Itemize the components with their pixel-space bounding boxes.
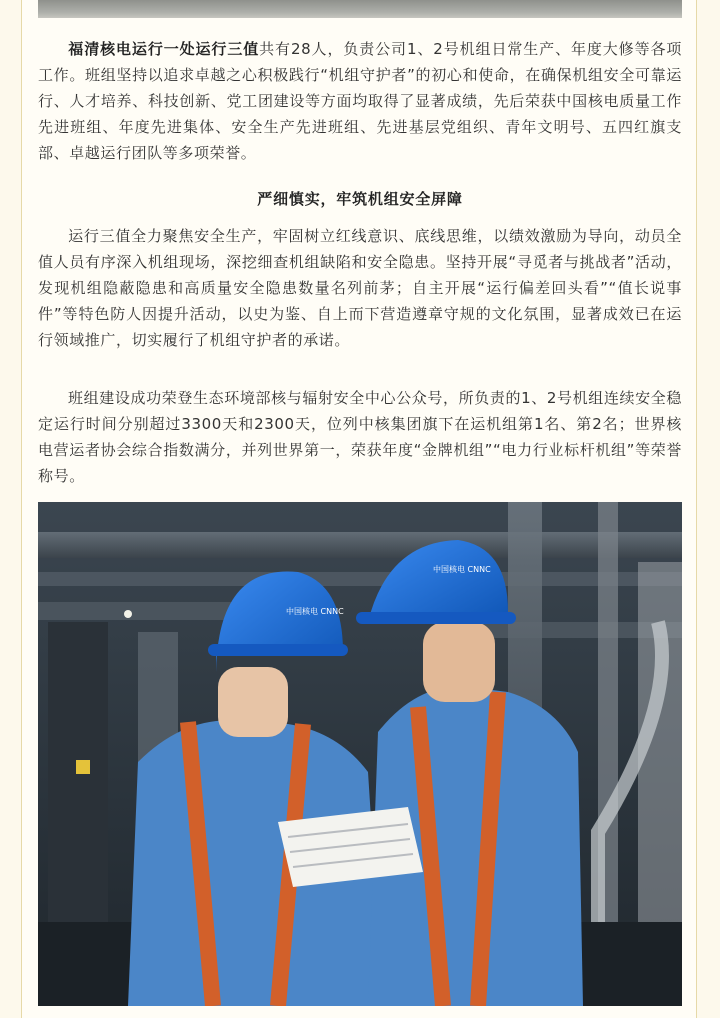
operators-photo <box>38 502 682 1006</box>
safety-paragraph <box>38 223 682 353</box>
achievement-paragraph-text: 班组建设成功荣登生态环境部核与辐射安全中心公众号，所负责的1、2号机组连续安全稳定运行时间分别超过3300天和2300天，位列中核集团旗下在运机组第1名、第2名；世界核电营运者协会综合指数满分，并列世界第一，荣获年度“金牌机组”“电力行业标杆机组”等荣誉称号。 <box>38 389 682 485</box>
operators-photo-illustration <box>38 502 682 1006</box>
right-helmet-logo: 中国核电 CNNC <box>433 565 491 574</box>
intro-lead-text: 福清核电运行一处运行三值 <box>68 40 260 58</box>
left-helmet-logo: 中国核电 CNNC <box>286 607 344 616</box>
achievement-paragraph <box>38 385 682 489</box>
intro-body-text: 共有28人，负责公司1、2号机组日常生产、年度大修等各项工作。班组坚持以追求卓越之心积极践行“机组守护者”的初心和使命，在确保机组安全可靠运行、人才培养、科技创新、党工团建设等方面均取得了显著成绩，先后荣获中国核电质量工作先进班组、年度先进集体、安全生产先进班组、先进基层党组织、青年文明号、五四红旗支部、卓越运行团队等多项荣誉。 <box>38 40 682 162</box>
article-page <box>21 0 697 1018</box>
section-heading: 严细慎实，牢筑机组安全屏障 <box>257 190 463 208</box>
top-photo-strip <box>38 0 682 18</box>
safety-paragraph-text: 运行三值全力聚焦安全生产，牢固树立红线意识、底线思维，以绩效激励为导向，动员全值人员有序深入机组现场，深挖细查机组缺陷和安全隐患。坚持开展“寻觅者与挑战者”活动，发现机组隐蔽隐患和高质量安全隐患数量名列前茅；自主开展“运行偏差回头看”“值长说事件”等特色防人因提升活动，以史为鉴、自上而下营造遵章守规的文化氛围，显著成效已在运行领域推广，切实履行了机组守护者的承诺。 <box>38 227 682 349</box>
intro-paragraph <box>38 36 682 166</box>
